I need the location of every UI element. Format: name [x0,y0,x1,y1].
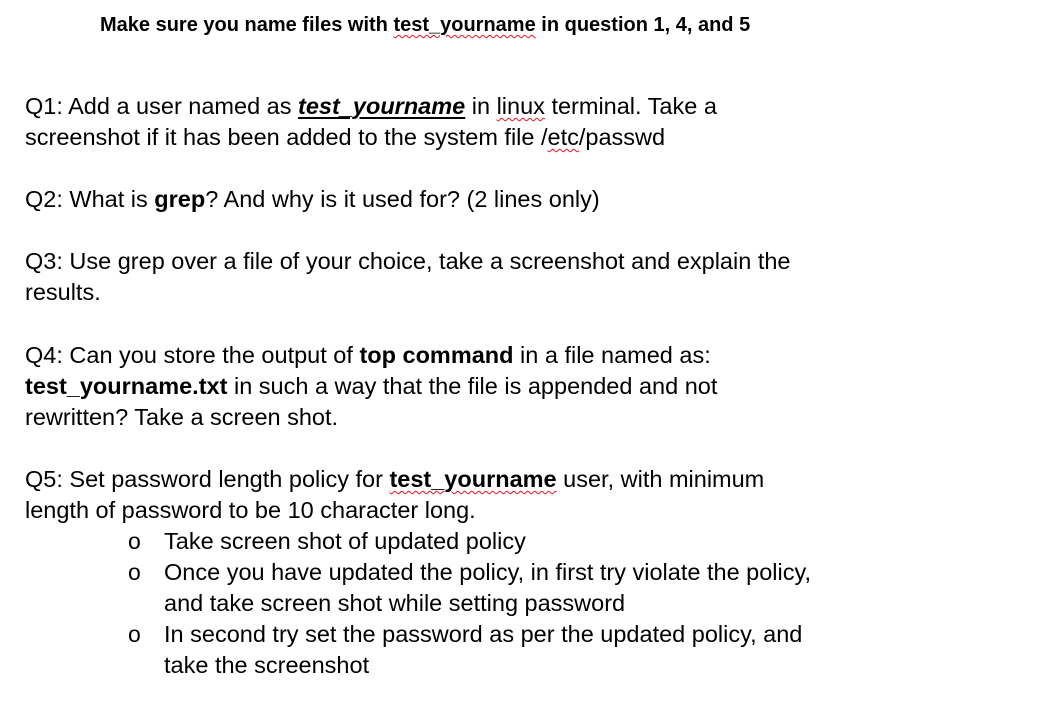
header-text-2: in question 1, 4, and 5 [535,14,751,36]
q1-name-token: test_yourname [298,93,466,119]
question-2: Q2: What is grep? And why is it used for? (2 lines only) [25,186,600,212]
question-4-line-3: rewritten? Take a screen shot. [25,404,339,430]
q2-grep-bold: grep [154,186,206,212]
question-5-line-2: length of password to be 10 character long. [25,497,476,523]
question-3-line-2: results. [25,279,101,305]
question-5-line-1: Q5: Set password length policy for test_yourname user, with minimum [25,466,765,492]
question-4-line-2: test_yourname.txt in such a way that the file is appended and not [25,373,718,399]
instructions-header [100,12,750,38]
question-1-line-1: Q1: Add a user named as test_yourname in linux terminal. Take a [25,93,717,119]
question-4-line-1: Q4: Can you store the output of top command in a file named as: [25,342,711,368]
list-item: o In second try set the password as per the updated policy, and take the screenshot [128,621,803,678]
list-item: o Take screen shot of updated policy [128,526,811,557]
header-name-token: test_yourname [393,14,536,36]
question-3-line-1: Q3: Use grep over a file of your choice, take a screenshot and explain the [25,248,791,274]
hollow-bullet-icon: o [128,528,141,554]
q4-top-command-bold: top command [359,342,514,368]
list-item: o Once you have updated the policy, in first try violate the policy, and take screen shot while setting password [128,559,812,616]
hollow-bullet-icon: o [128,621,141,647]
q1-etc-word: etc [547,124,579,150]
q5-sub-list [128,526,811,681]
q4-filename-bold: test_yourname.txt [25,373,228,399]
q5-name-token: test_yourname [389,466,557,492]
question-1-line-2: screenshot if it has been added to the system file /etc/passwd [25,124,666,150]
q1-linux-word: linux [496,93,545,119]
header-text-1: Make sure you name files with [100,14,394,36]
hollow-bullet-icon: o [128,559,141,585]
